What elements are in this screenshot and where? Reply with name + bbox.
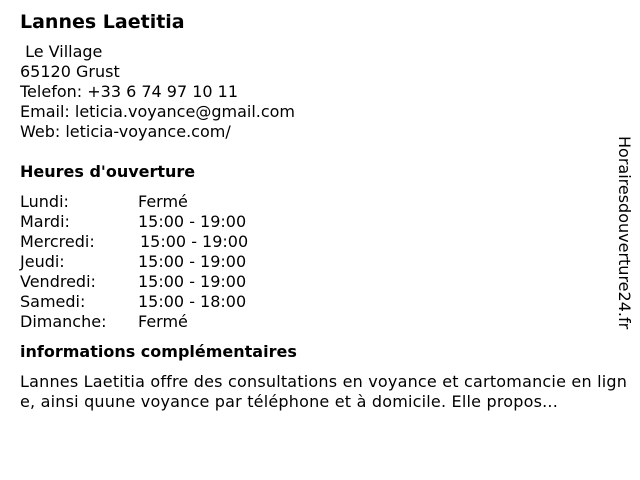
- hours-row-sunday: [20, 312, 620, 332]
- info-heading: informations complémentaires: [20, 342, 297, 361]
- hours-row-tuesday: [20, 212, 620, 232]
- info-description: Lannes Laetitia offre des consultations en voyance et cartomancie en ligne, ainsi quune voyance par téléphone et à domicile. Elle propos...: [20, 372, 628, 411]
- hours-row-wednesday: [20, 232, 620, 252]
- watermark-text: Horairesdouverture24.fr: [615, 136, 634, 330]
- hours-time: 15:00 - 19:00: [138, 212, 247, 231]
- hours-row-friday: [20, 272, 620, 292]
- hours-time: 15:00 - 19:00: [140, 232, 249, 251]
- hours-day: Mercredi:: [20, 232, 95, 251]
- hours-day: Samedi:: [20, 292, 86, 311]
- hours-table: [20, 192, 620, 332]
- hours-day: Lundi:: [20, 192, 69, 211]
- hours-time: Fermé: [138, 192, 188, 211]
- hours-time: 15:00 - 19:00: [138, 252, 247, 271]
- business-name: Lannes Laetitia: [20, 11, 185, 33]
- web-line: Web: leticia-voyance.com/: [20, 122, 231, 141]
- hours-row-thursday: [20, 252, 620, 272]
- hours-day: Jeudi:: [20, 252, 65, 271]
- phone-line: Telefon: +33 6 74 97 10 11: [20, 82, 239, 101]
- hours-row-monday: [20, 192, 620, 212]
- watermark: [612, 136, 636, 376]
- hours-day: Dimanche:: [20, 312, 107, 331]
- email-line: Email: leticia.voyance@gmail.com: [20, 102, 296, 121]
- hours-time: 15:00 - 19:00: [138, 272, 247, 291]
- street-address: Le Village: [20, 42, 103, 61]
- hours-day: Vendredi:: [20, 272, 96, 291]
- hours-day: Mardi:: [20, 212, 70, 231]
- hours-row-saturday: [20, 292, 620, 312]
- hours-time: 15:00 - 18:00: [138, 292, 247, 311]
- hours-heading: Heures d'ouverture: [20, 162, 196, 181]
- city-postal: 65120 Grust: [20, 62, 120, 81]
- hours-time: Fermé: [138, 312, 188, 331]
